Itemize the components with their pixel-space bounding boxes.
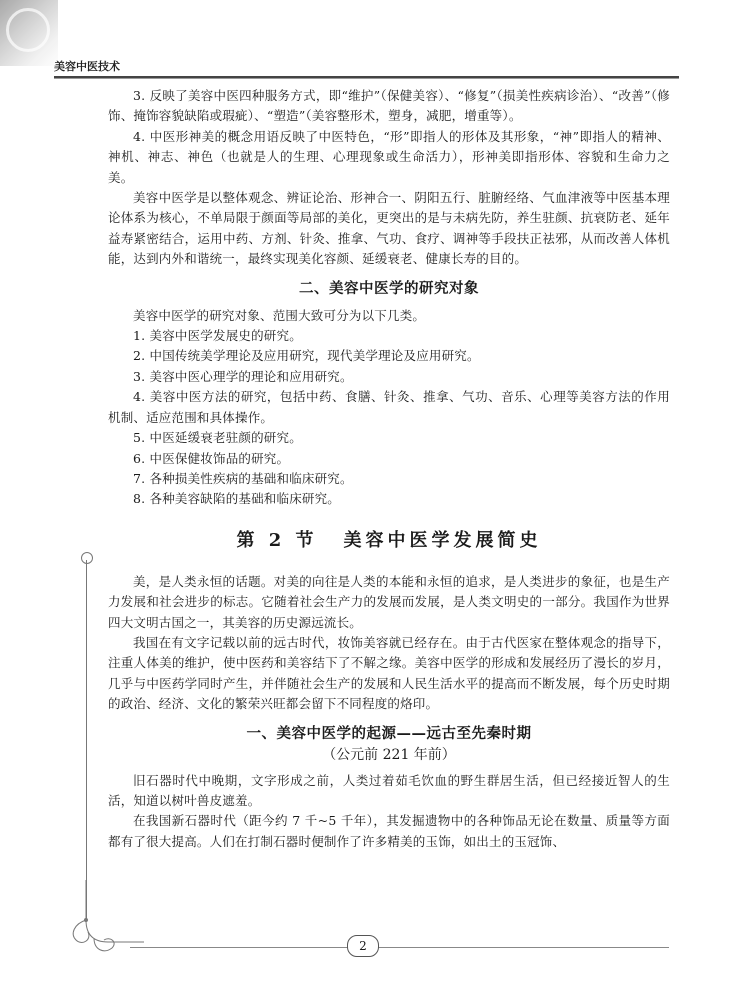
list-item: 7. 各种损美性疾病的基础和临床研究。	[133, 470, 353, 486]
vine-ornament-top	[81, 552, 93, 564]
header-rule	[54, 76, 679, 79]
section-heading-research: 二、美容中医学的研究对象	[299, 280, 479, 297]
paragraph: 美容中医学是以整体观念、辨证论治、形神合一、阴阳五行、脏腑经络、气血津液等中医基本理论体系为核心，不单局限于颜面等局部的美化，更突出的是与未病先防，养生驻颜、抗衰防老、延年益寿紧密结合，运用中药、方剂、针灸、推拿、气功、食疗、调神等手段扶正祛邪，从而改善人体机能，达到内外和谐统一，最终实现美化容颜、延缓衰老、健康长寿的目的。	[108, 190, 670, 267]
list-item: 1. 美容中医学发展史的研究。	[133, 328, 302, 344]
list-item: 2. 中国传统美学理论及应用研究，现代美学理论及应用研究。	[133, 348, 480, 364]
paragraph: 美容中医学的研究对象、范围大致可分为以下几类。	[133, 307, 426, 323]
page-body	[108, 86, 670, 852]
paragraph: 我国在有文字记载以前的远古时代，妆饰美容就已经存在。由于古代医家在整体观念的指导下，注重人体美的维护，使中医药和美容结下了不解之缘。美容中医学的形成和发展经历了漫长的岁月，几乎与中医药学同时产生，并伴随社会生产的发展和人民生活水平的提高而不断发展，每个历史时期的政治、经济、文化的繁荣兴旺都会留下不同程度的烙印。	[108, 634, 670, 712]
paragraph: 旧石器时代中晚期，文字形成之前，人类过着茹毛饮血的野生群居生活，但已经接近智人的生活，知道以树叶兽皮遮羞。	[108, 772, 670, 808]
paragraph: 3. 反映了美容中医四种服务方式，即“维护”（保健美容）、“修复”（损美性疾病诊治）、“改善”（修饰、掩饰容貌缺陷或瑕疵）、“塑造”（美容整形术，塑身，减肥，增重等）。	[108, 88, 670, 124]
paragraph: 在我国新石器时代（距今约 7 千~5 千年），其发掘遗物中的各种饰品无论在数量、质量等方面都有了很大提高。人们在打制石器时便制作了许多精美的玉饰，如出土的玉冠饰、	[108, 813, 670, 849]
footer-rule	[130, 947, 669, 948]
chapter-number: 第 2 节	[236, 529, 318, 551]
list-item: 6. 中医保健妆饰品的研究。	[133, 450, 290, 466]
running-header-title: 美容中医技术	[54, 60, 120, 73]
list-item: 8. 各种美容缺陷的基础和临床研究。	[133, 491, 341, 507]
paragraph: 美，是人类永恒的话题。对美的向往是人类的本能和永恒的追求，是人类进步的象征，也是生产力发展和社会进步的标志。它随着社会生产力的发展而发展，是人类文明史的一部分。我国作为世界四大文明古国之一，其美容的历史源远流长。	[108, 573, 670, 630]
section-heading-origin: 一、美容中医学的起源——远古至先秦时期	[246, 725, 532, 742]
page-number: 2	[347, 935, 379, 957]
chapter-name: 美容中医学发展简史	[343, 529, 542, 551]
vine-ornament-bottom	[64, 880, 144, 960]
vine-ornament-line	[86, 560, 87, 920]
chapter-title	[108, 528, 670, 554]
list-item: 4. 美容中医方法的研究，包括中药、食膳、针灸、推拿、气功、音乐、心理等美容方法的作用机制、适应范围和具体操作。	[108, 389, 670, 425]
list-item: 5. 中医延缓衰老驻颜的研究。	[133, 430, 302, 446]
corner-ornament	[0, 0, 58, 66]
list-item: 3. 美容中医心理学的理论和应用研究。	[133, 368, 353, 384]
section-subheading: （公元前 221 年前）	[322, 746, 456, 763]
paragraph: 4. 中医形神美的概念用语反映了中医特色，“形”即指人的形体及其形象，“神”即指人的精神、神机、神志、神色（也就是人的生理、心理现象或生命活力），形神美即指形体、容貌和生命力之美。	[108, 128, 670, 185]
